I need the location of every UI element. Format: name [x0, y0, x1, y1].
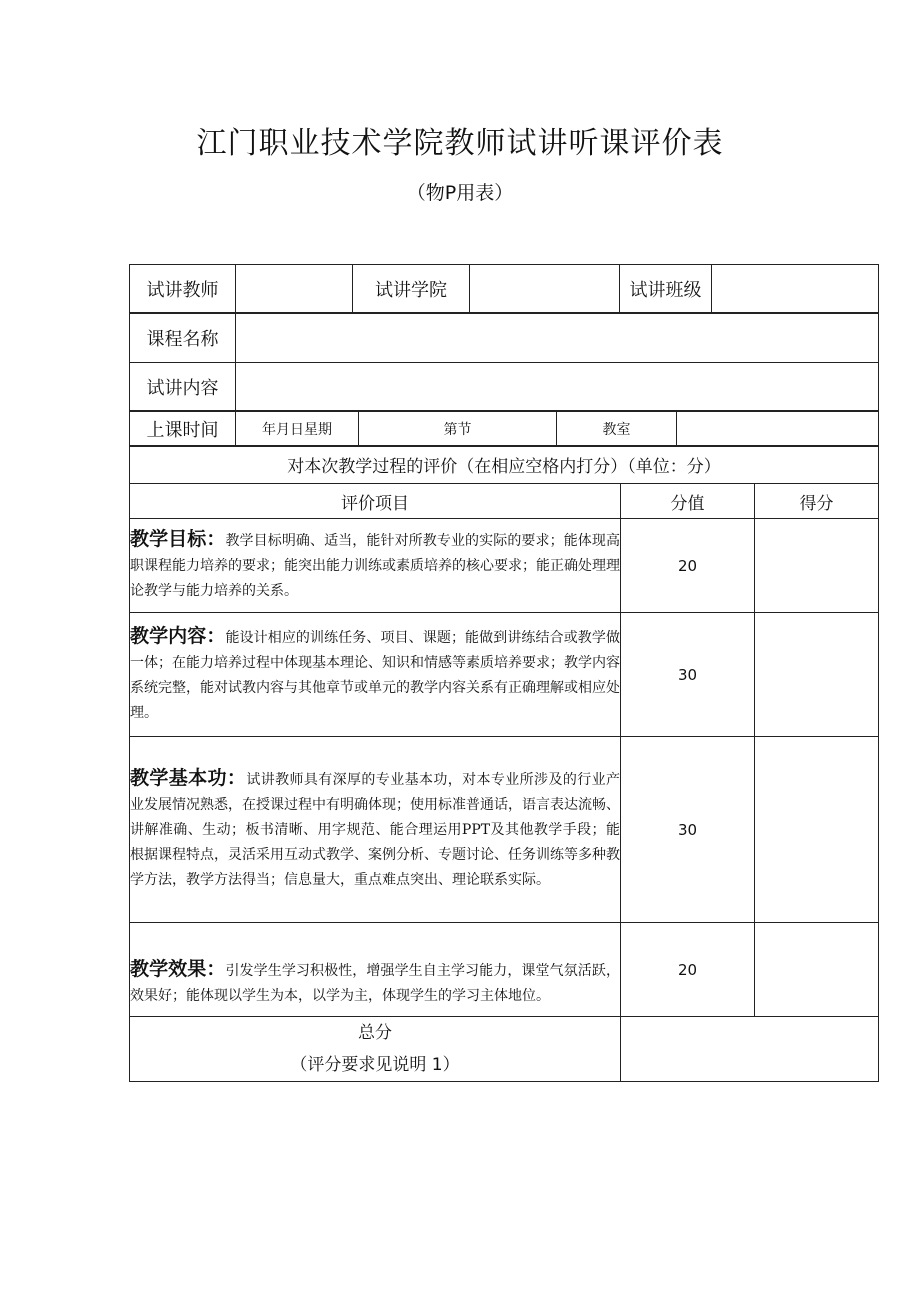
evaluation-table — [129, 445, 879, 1082]
time-label: 上课时间 — [130, 411, 236, 447]
college-field[interactable] — [470, 265, 620, 314]
criterion-value: 20 — [621, 519, 755, 613]
room-field[interactable] — [677, 411, 879, 447]
criterion-row-content — [130, 613, 879, 737]
document-subtitle: （物P用表） — [406, 182, 514, 204]
date-field[interactable]: 年月日星期 — [236, 411, 359, 447]
class-field[interactable] — [712, 265, 879, 314]
section-field[interactable]: 第节 — [359, 411, 557, 447]
criterion-row-effect — [130, 923, 879, 1017]
class-label: 试讲班级 — [620, 265, 712, 314]
criterion-title: 教学目标： — [130, 528, 226, 550]
content-field[interactable] — [236, 363, 879, 412]
content-label: 试讲内容 — [130, 363, 236, 412]
criterion-value: 30 — [621, 613, 755, 737]
teacher-label: 试讲教师 — [130, 265, 236, 314]
total-label-cell — [130, 1017, 621, 1082]
criterion-value: 20 — [621, 923, 755, 1017]
criterion-description: 能设计相应的训练任务、项目、课题；能做到讲练结合或教学做一体；在能力培养过程中体现基本理论、知识和情感等素质培养要求；教学内容系统完整，能对试教内容与其他章节或单元的教学内容关系有正确理解或相应处理。 — [130, 629, 620, 721]
col-score-header: 得分 — [755, 484, 879, 519]
total-score-field[interactable] — [621, 1017, 879, 1082]
info-row-time — [129, 410, 879, 447]
criterion-score-field[interactable] — [755, 613, 879, 737]
criterion-title: 教学效果： — [130, 957, 226, 980]
info-row-teacher — [129, 264, 879, 314]
info-rows-course — [129, 312, 879, 412]
total-note: （评分要求见说明 1） — [290, 1055, 460, 1075]
criterion-row-fundamentals — [130, 737, 879, 923]
criterion-description: 教学目标明确、适当，能针对所教专业的实际的要求；能体现高职课程能力培养的要求；能突出能力训练或素质培养的核心要求；能正确处理理论教学与能力培养的关系。 — [130, 533, 620, 599]
total-label: 总分 — [358, 1023, 392, 1043]
criterion-description: 引发学生学习积极性，增强学生自主学习能力，课堂气氛活跃，效果好；能体现以学生为本，以学为主，体现学生的学习主体地位。 — [130, 962, 620, 1004]
criterion-text — [130, 519, 621, 613]
criterion-score-field[interactable] — [755, 923, 879, 1017]
criterion-row-objectives — [130, 519, 879, 613]
document-title: 江门职业技术学院教师试讲听课评价表 — [196, 126, 724, 161]
criterion-score-field[interactable] — [755, 737, 879, 923]
evaluation-header: 对本次教学过程的评价（在相应空格内打分）（单位：分） — [130, 446, 879, 484]
teacher-field[interactable] — [236, 265, 353, 314]
criterion-title: 教学基本功： — [130, 767, 247, 789]
criterion-value: 30 — [621, 737, 755, 923]
total-row — [130, 1017, 879, 1082]
criterion-description: 试讲教师具有深厚的专业基本功，对本专业所涉及的行业产业发展情况熟悉，在授课过程中有明确体现；使用标准普通话，语言表达流畅、讲解准确、生动；板书清晰、用字规范、能合理运用PPT及其他教学手段；能根据课程特点，灵活采用互动式教学、案例分析、专题讨论、任务训练等多种教学方法，教学方法得当；信息量大，重点难点突出、理论联系实际。 — [130, 772, 620, 888]
criterion-text — [130, 613, 621, 737]
room-label: 教室 — [557, 411, 677, 447]
criterion-score-field[interactable] — [755, 519, 879, 613]
criterion-title: 教学内容： — [130, 624, 226, 647]
col-value-header: 分值 — [621, 484, 755, 519]
course-field[interactable] — [236, 313, 879, 363]
criterion-text — [130, 737, 621, 923]
col-item-header: 评价项目 — [130, 484, 621, 519]
criterion-text — [130, 923, 621, 1017]
course-label: 课程名称 — [130, 313, 236, 363]
college-label: 试讲学院 — [353, 265, 470, 314]
